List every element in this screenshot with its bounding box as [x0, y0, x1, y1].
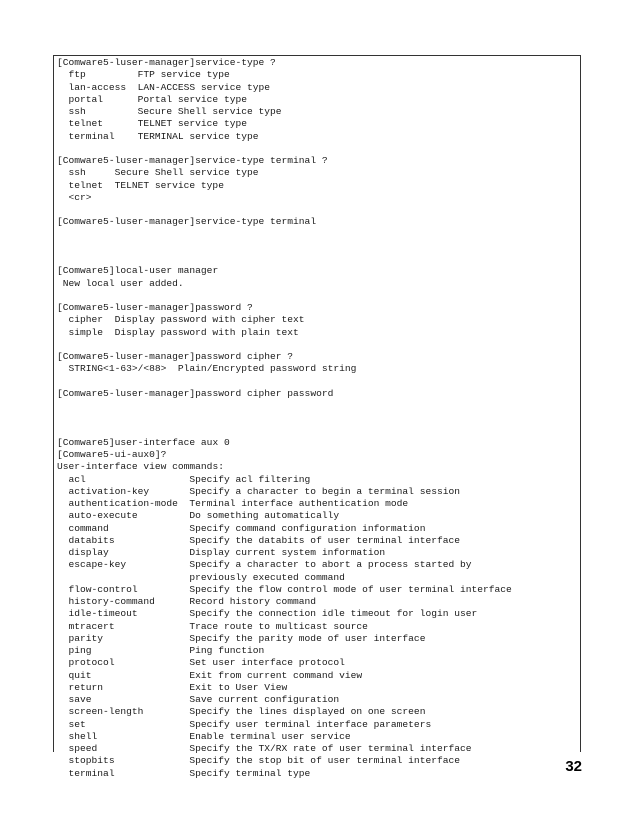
help-item-keyword: ssh: [68, 167, 86, 179]
help-item-description: TERMINAL service type: [137, 130, 259, 142]
help-item: [57, 498, 577, 510]
help-item-keyword: authentication-mode: [68, 498, 178, 509]
help-item-keyword: acl: [68, 473, 86, 485]
help-item: [57, 670, 577, 682]
help-item: [57, 82, 577, 94]
help-item: [57, 547, 577, 559]
help-item-description: previously executed command: [189, 571, 345, 583]
help-item-keyword: ftp: [68, 69, 86, 81]
help-item-keyword: return: [68, 681, 104, 693]
help-item-keyword: speed: [68, 743, 98, 754]
command-prompt: [Comware5]user-interface aux 0: [57, 436, 230, 448]
help-item: [57, 535, 577, 547]
help-item-keyword: activation-key: [68, 485, 150, 497]
help-item-description: Specify the connection idle timeout for login user: [189, 608, 478, 620]
help-item-keyword: command: [68, 522, 109, 534]
help-item-keyword: lan-access: [68, 81, 127, 93]
help-item: [57, 523, 577, 535]
help-item-keyword: protocol: [68, 657, 115, 669]
help-item-keyword: auto-execute: [68, 510, 138, 522]
help-item: [57, 633, 577, 645]
help-item-description: Do something automatically: [189, 510, 340, 522]
help-item-description: Secure Shell service type: [137, 106, 282, 117]
help-item: [57, 706, 577, 718]
help-item-description: Record history command: [189, 596, 317, 607]
help-item-keyword: terminal: [68, 130, 115, 142]
help-item: [57, 743, 577, 755]
help-item-keyword: display: [68, 547, 109, 558]
help-item-keyword: terminal: [68, 767, 115, 779]
terminal-output: [57, 57, 577, 780]
help-item-keyword: cipher: [68, 314, 104, 326]
help-item-description: Specify the parity mode of user interface: [189, 632, 426, 644]
help-item: [57, 768, 577, 780]
help-item-keyword: telnet: [68, 118, 104, 130]
help-item-description: Specify the lines displayed on one screen: [189, 706, 426, 718]
help-item-description: Terminal interface authentication mode: [189, 498, 409, 509]
help-item-keyword: save: [68, 694, 92, 705]
help-item: [57, 572, 577, 584]
help-item-description: FTP service type: [137, 69, 230, 81]
help-item-keyword: set: [68, 718, 86, 730]
command-prompt: [Comware5-luser-manager]password cipher ?: [57, 351, 294, 362]
help-item-keyword: screen-length: [68, 706, 144, 718]
command-prompt: [Comware5-luser-manager]service-type terminal ?: [57, 155, 328, 166]
help-item-description: Specify acl filtering: [189, 473, 311, 485]
help-item-keyword: history-command: [68, 596, 155, 607]
cr-option: <cr>: [68, 191, 92, 203]
help-item-keyword: quit: [68, 669, 92, 681]
help-item-description: Specify the stop bit of user terminal interface: [189, 755, 460, 767]
help-item: [57, 118, 577, 130]
help-item-keyword: simple: [68, 326, 104, 338]
help-item-keyword: shell: [68, 730, 98, 742]
help-item-description: Display password with cipher text: [114, 314, 305, 326]
help-item: [57, 755, 577, 767]
help-item-description: Display current system information: [189, 547, 386, 558]
help-item-keyword: escape-key: [68, 559, 127, 571]
page-number: 32: [565, 758, 582, 775]
help-item-description: Specify a character to abort a process started by: [189, 559, 472, 571]
help-item: [57, 657, 577, 669]
help-item: [57, 608, 577, 620]
help-item: STRING<1-63>/<88> Plain/Encrypted password string: [68, 363, 357, 375]
help-item: [57, 314, 577, 326]
command-prompt: [Comware5-luser-manager]service-type ?: [57, 57, 276, 68]
help-item-description: TELNET service type: [137, 118, 247, 130]
help-item-description: Specify user terminal interface parameters: [189, 718, 432, 730]
help-item: [57, 559, 577, 571]
help-item-description: Exit to User View: [189, 681, 288, 693]
help-item: [57, 596, 577, 608]
help-item-description: Specify a character to begin a terminal session: [189, 485, 460, 497]
help-item-description: Specify the TX/RX rate of user terminal interface: [189, 743, 472, 754]
help-item-description: Specify the flow control mode of user terminal interface: [189, 583, 512, 595]
help-item: [57, 510, 577, 522]
help-item-keyword: flow-control: [68, 583, 138, 595]
help-item-keyword: ssh: [68, 106, 86, 117]
help-item-description: Save current configuration: [189, 694, 340, 705]
help-item-description: Set user interface protocol: [189, 657, 345, 669]
help-item-description: TELNET service type: [114, 179, 224, 191]
help-item-keyword: ping: [68, 645, 92, 656]
help-item-description: Specify command configuration information: [189, 522, 426, 534]
help-list-user-interface: [57, 474, 577, 780]
help-item: [57, 180, 577, 192]
help-item: [57, 584, 577, 596]
help-item-keyword: portal: [68, 93, 104, 105]
help-item-keyword: idle-timeout: [68, 608, 138, 620]
help-item-description: Portal service type: [137, 93, 247, 105]
command-prompt: [Comware5-ui-aux0]?: [57, 449, 167, 460]
help-item-keyword: parity: [68, 632, 104, 644]
help-item: [57, 731, 577, 743]
help-item: [57, 682, 577, 694]
help-item-keyword: databits: [68, 534, 115, 546]
help-item: [57, 719, 577, 731]
help-item-keyword: stopbits: [68, 755, 115, 767]
help-header: User-interface view commands:: [57, 461, 224, 473]
help-item: [57, 167, 577, 179]
help-item-description: Display password with plain text: [114, 326, 299, 338]
help-item: [57, 645, 577, 657]
help-item: [57, 621, 577, 633]
status-message: New local user added.: [57, 277, 184, 289]
help-list-service-type: [57, 69, 577, 143]
help-item: [57, 94, 577, 106]
help-item-keyword: mtracert: [68, 620, 115, 632]
help-item-description: Specify the databits of user terminal interface: [189, 534, 460, 546]
help-item: [57, 474, 577, 486]
command-prompt: [Comware5-luser-manager]service-type terminal: [57, 216, 317, 228]
help-item: [57, 327, 577, 339]
help-item-description: Trace route to multicast source: [189, 620, 368, 632]
command-prompt: [Comware5-luser-manager]password ?: [57, 302, 253, 313]
help-item-description: Specify terminal type: [189, 767, 311, 779]
help-item-description: LAN-ACCESS service type: [137, 81, 271, 93]
help-item-description: Secure Shell service type: [114, 167, 259, 179]
command-prompt: [Comware5-luser-manager]password cipher password: [57, 387, 334, 399]
help-list-password: [57, 314, 577, 339]
help-item: [57, 694, 577, 706]
help-item-description: Enable terminal user service: [189, 730, 351, 742]
help-item-description: Exit from current command view: [189, 669, 363, 681]
help-item: [57, 106, 577, 118]
help-item: [57, 69, 577, 81]
help-item-description: Ping function: [189, 645, 265, 656]
help-list-service-type-terminal: [57, 167, 577, 192]
help-item: [57, 131, 577, 143]
help-item-keyword: telnet: [68, 179, 104, 191]
command-prompt: [Comware5]local-user manager: [57, 265, 219, 277]
help-item: [57, 486, 577, 498]
